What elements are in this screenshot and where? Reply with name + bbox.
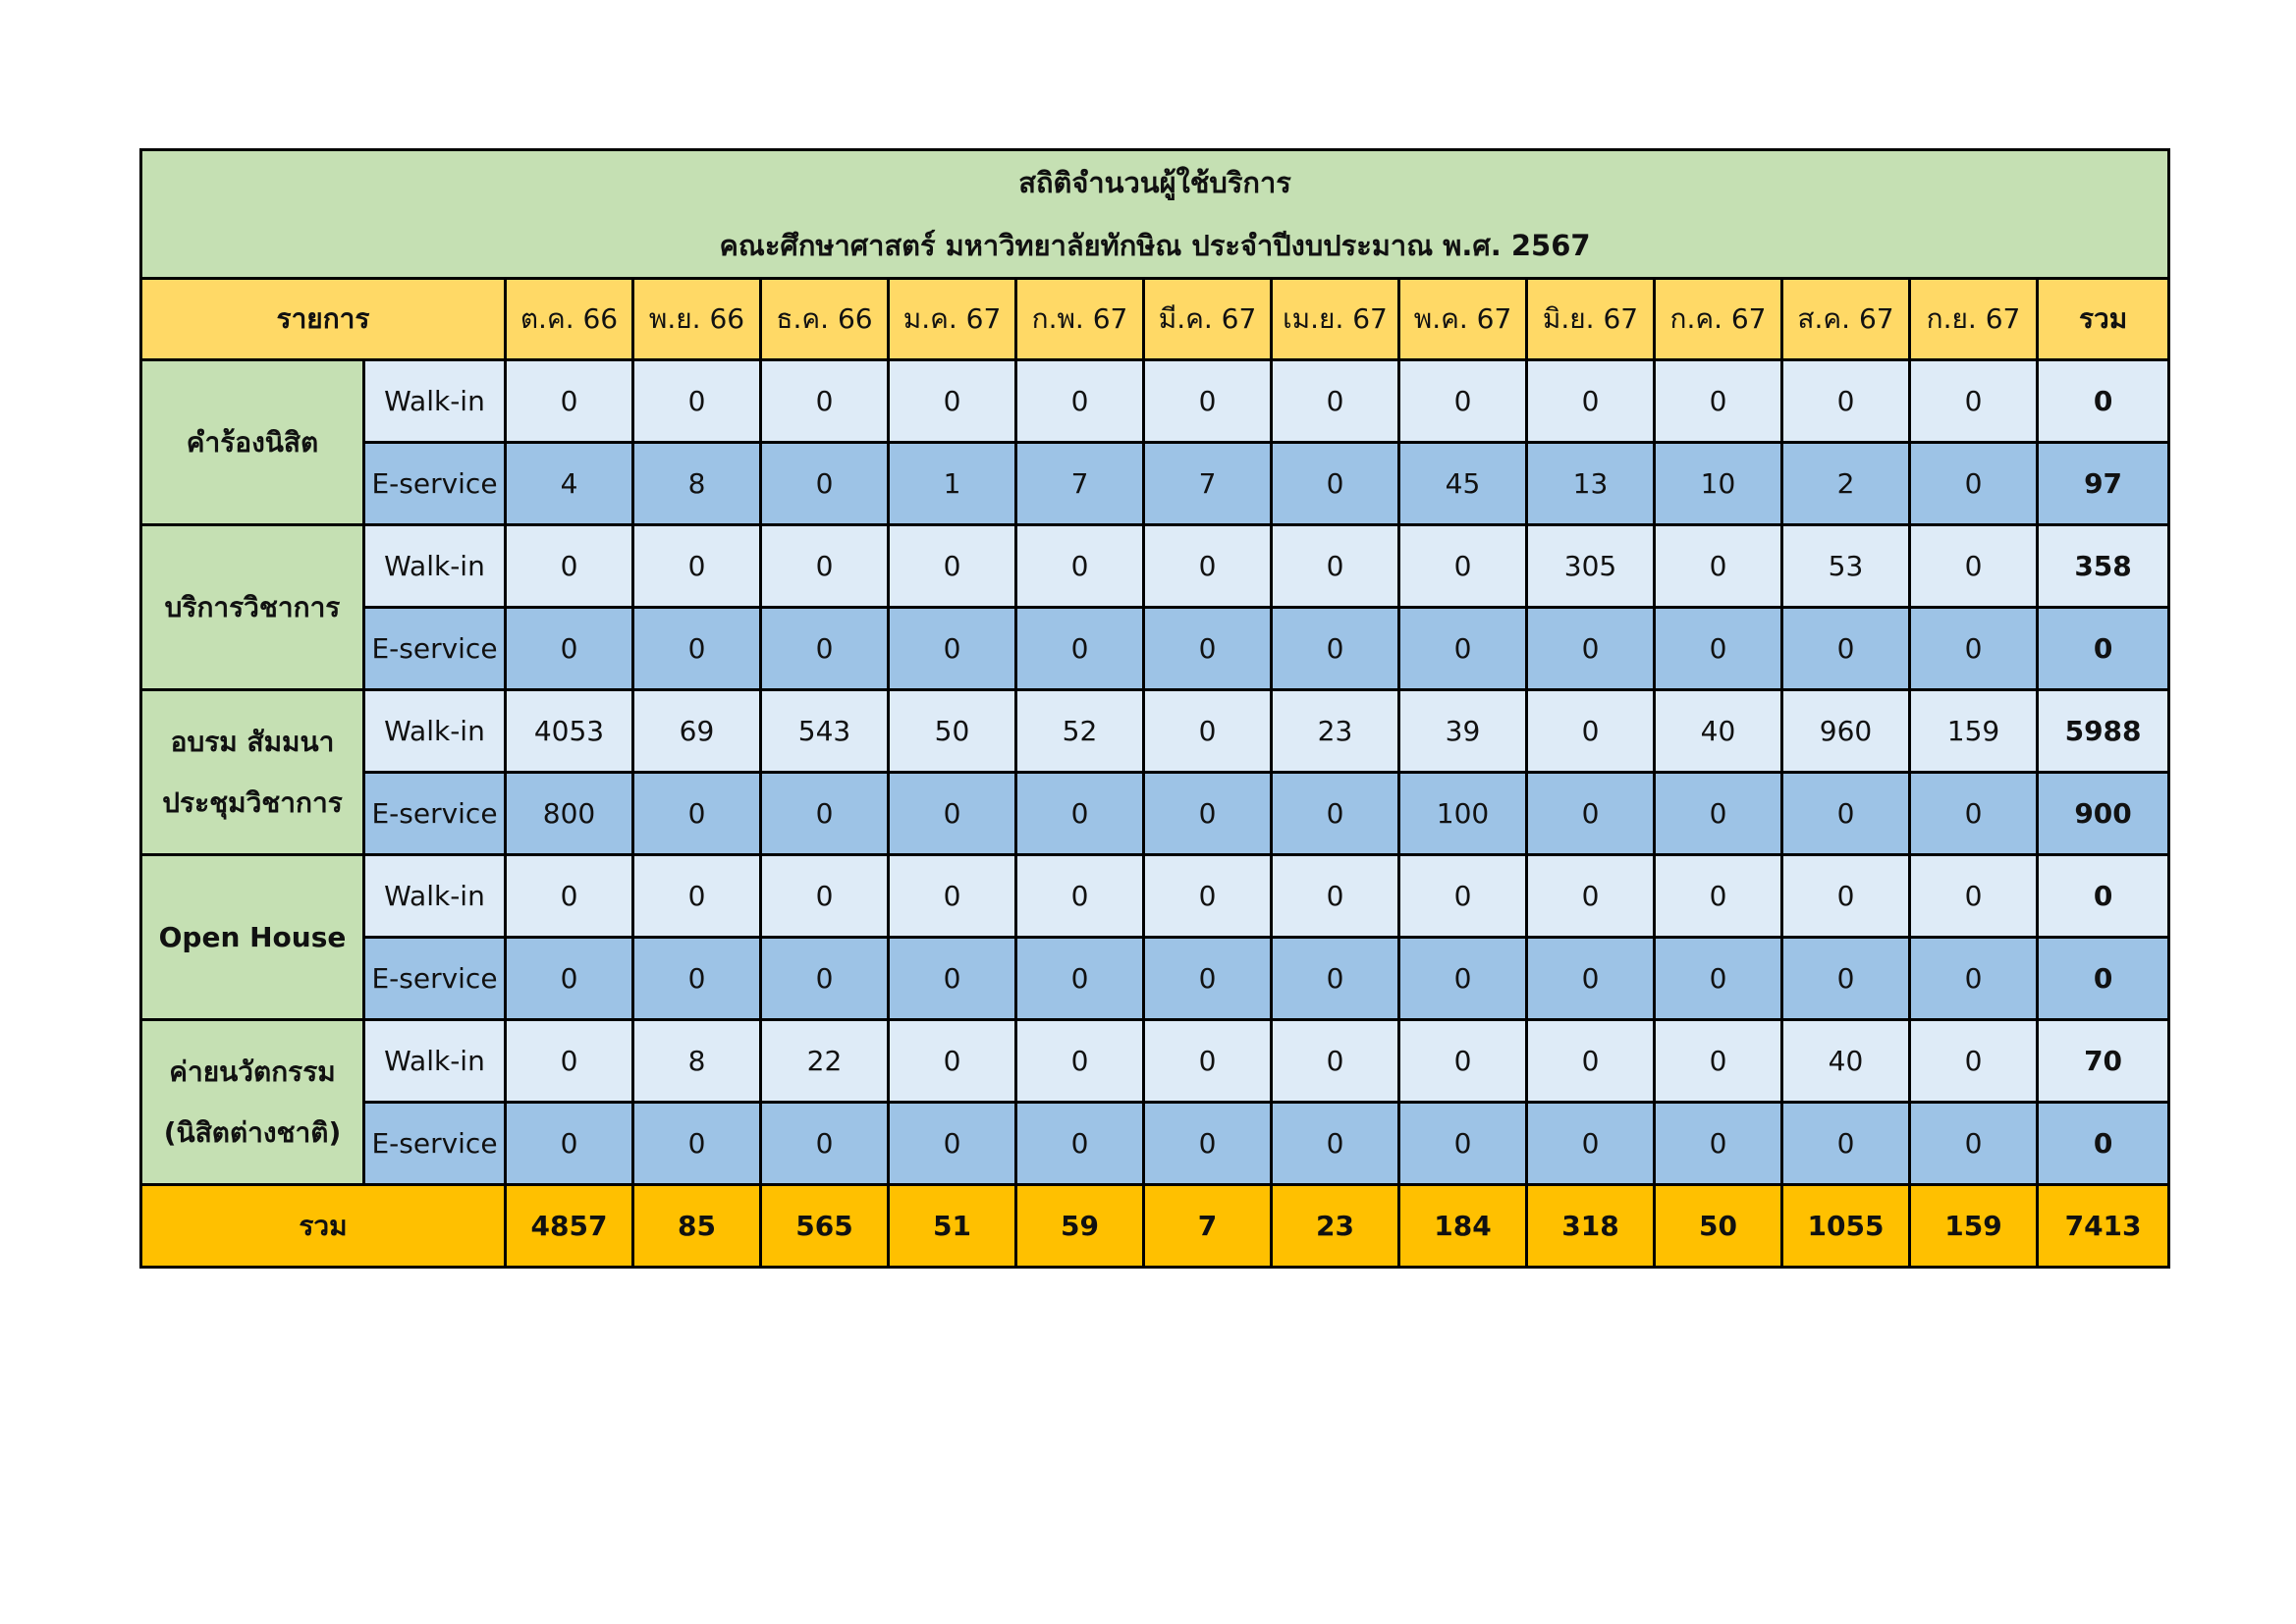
value-cell: 52 [1016, 690, 1144, 773]
channel-label: E-service [364, 443, 506, 525]
row-total-cell: 0 [2038, 608, 2169, 690]
row-total-cell: 0 [2038, 855, 2169, 938]
grand-total-cell: 50 [1655, 1185, 1782, 1268]
value-cell: 0 [1655, 1020, 1782, 1103]
header-month: ก.พ. 67 [1016, 279, 1144, 360]
value-cell: 8 [633, 1020, 761, 1103]
value-cell: 0 [1016, 773, 1144, 855]
value-cell: 0 [1910, 360, 2038, 443]
value-cell: 0 [1399, 938, 1527, 1020]
category-label-line: บริการวิชาการ [164, 590, 341, 623]
value-cell: 0 [1016, 360, 1144, 443]
header-month: พ.ย. 66 [633, 279, 761, 360]
grand-total-sum-cell: 7413 [2038, 1185, 2169, 1268]
value-cell: 0 [506, 855, 633, 938]
value-cell: 0 [506, 938, 633, 1020]
category-label-line: ค่ายนวัตกรรม [169, 1055, 336, 1088]
table-row [141, 1103, 2169, 1185]
row-total-cell: 900 [2038, 773, 2169, 855]
value-cell: 69 [633, 690, 761, 773]
category-label [141, 525, 364, 690]
header-month: มิ.ย. 67 [1527, 279, 1655, 360]
value-cell: 40 [1782, 1020, 1910, 1103]
value-cell: 0 [1655, 855, 1782, 938]
value-cell: 0 [1016, 608, 1144, 690]
service-statistics-table [139, 148, 2170, 1269]
value-cell: 800 [506, 773, 633, 855]
table-row [141, 773, 2169, 855]
value-cell: 0 [889, 360, 1016, 443]
value-cell: 0 [633, 855, 761, 938]
value-cell: 8 [633, 443, 761, 525]
value-cell: 0 [1527, 608, 1655, 690]
grand-total-row [141, 1185, 2169, 1268]
value-cell: 0 [1910, 1020, 2038, 1103]
value-cell: 0 [506, 525, 633, 608]
grand-total-cell: 51 [889, 1185, 1016, 1268]
row-total-cell: 5988 [2038, 690, 2169, 773]
value-cell: 0 [1144, 608, 1272, 690]
value-cell: 4 [506, 443, 633, 525]
value-cell: 0 [1272, 773, 1399, 855]
category-label-line: (นิสิตต่างชาติ) [163, 1115, 342, 1149]
channel-label: Walk-in [364, 855, 506, 938]
header-month: เม.ย. 67 [1272, 279, 1399, 360]
value-cell: 0 [889, 525, 1016, 608]
value-cell: 0 [1144, 938, 1272, 1020]
row-total-cell: 0 [2038, 1103, 2169, 1185]
value-cell: 0 [889, 938, 1016, 1020]
table-row [141, 525, 2169, 608]
grand-total-cell: 159 [1910, 1185, 2038, 1268]
title-line-1: สถิติจำนวนผู้ใช้บริการ [1018, 166, 1291, 199]
row-total-cell: 358 [2038, 525, 2169, 608]
value-cell: 0 [889, 608, 1016, 690]
value-cell: 0 [1144, 773, 1272, 855]
value-cell: 0 [1527, 1103, 1655, 1185]
title-row [141, 150, 2169, 279]
value-cell: 0 [1144, 1103, 1272, 1185]
value-cell: 0 [1399, 608, 1527, 690]
value-cell: 0 [761, 525, 889, 608]
value-cell: 53 [1782, 525, 1910, 608]
value-cell: 0 [1527, 690, 1655, 773]
header-month: ก.ย. 67 [1910, 279, 2038, 360]
value-cell: 159 [1910, 690, 2038, 773]
category-label-line: อบรม สัมมนา [170, 725, 335, 758]
header-total-label: รวม [2038, 279, 2169, 360]
category-label [141, 360, 364, 525]
row-total-cell: 0 [2038, 360, 2169, 443]
value-cell: 0 [1272, 938, 1399, 1020]
value-cell: 0 [761, 443, 889, 525]
category-label [141, 855, 364, 1020]
table-row [141, 443, 2169, 525]
value-cell: 0 [1527, 855, 1655, 938]
channel-label: Walk-in [364, 690, 506, 773]
value-cell: 0 [633, 773, 761, 855]
row-total-cell: 70 [2038, 1020, 2169, 1103]
row-total-cell: 0 [2038, 938, 2169, 1020]
value-cell: 0 [1910, 773, 2038, 855]
value-cell: 0 [1272, 855, 1399, 938]
value-cell: 0 [1782, 608, 1910, 690]
grand-total-cell: 184 [1399, 1185, 1527, 1268]
grand-total-cell: 565 [761, 1185, 889, 1268]
value-cell: 0 [1527, 773, 1655, 855]
value-cell: 0 [1399, 1103, 1527, 1185]
value-cell: 0 [1399, 525, 1527, 608]
value-cell: 0 [1910, 608, 2038, 690]
value-cell: 0 [1910, 443, 2038, 525]
channel-label: Walk-in [364, 525, 506, 608]
value-cell: 0 [506, 608, 633, 690]
value-cell: 0 [1655, 1103, 1782, 1185]
value-cell: 0 [1016, 525, 1144, 608]
value-cell: 0 [761, 855, 889, 938]
value-cell: 0 [1910, 1103, 2038, 1185]
value-cell: 0 [1144, 1020, 1272, 1103]
value-cell: 0 [633, 360, 761, 443]
grand-total-cell: 1055 [1782, 1185, 1910, 1268]
value-cell: 0 [1527, 360, 1655, 443]
value-cell: 0 [1527, 1020, 1655, 1103]
header-row [141, 279, 2169, 360]
table-row [141, 608, 2169, 690]
category-label-line: คำร้องนิสิต [186, 425, 319, 459]
value-cell: 0 [506, 1103, 633, 1185]
value-cell: 0 [1655, 938, 1782, 1020]
grand-total-cell: 59 [1016, 1185, 1144, 1268]
value-cell: 0 [761, 360, 889, 443]
category-label-line: ประชุมวิชาการ [162, 785, 343, 819]
header-month: ต.ค. 66 [506, 279, 633, 360]
value-cell: 0 [633, 525, 761, 608]
table-row [141, 360, 2169, 443]
channel-label: E-service [364, 773, 506, 855]
value-cell: 23 [1272, 690, 1399, 773]
channel-label: Walk-in [364, 1020, 506, 1103]
value-cell: 0 [633, 1103, 761, 1185]
value-cell: 0 [1655, 525, 1782, 608]
grand-total-cell: 4857 [506, 1185, 633, 1268]
value-cell: 0 [1016, 938, 1144, 1020]
value-cell: 0 [761, 938, 889, 1020]
value-cell: 0 [1272, 608, 1399, 690]
value-cell: 0 [1016, 1103, 1144, 1185]
value-cell: 4053 [506, 690, 633, 773]
header-month: ก.ค. 67 [1655, 279, 1782, 360]
table-row [141, 855, 2169, 938]
header-month: พ.ค. 67 [1399, 279, 1527, 360]
header-month: มี.ค. 67 [1144, 279, 1272, 360]
value-cell: 305 [1527, 525, 1655, 608]
value-cell: 0 [506, 360, 633, 443]
category-label-line: Open House [158, 920, 347, 953]
grand-total-cell: 318 [1527, 1185, 1655, 1268]
value-cell: 0 [1782, 855, 1910, 938]
value-cell: 40 [1655, 690, 1782, 773]
value-cell: 0 [761, 608, 889, 690]
value-cell: 0 [889, 773, 1016, 855]
value-cell: 0 [1272, 525, 1399, 608]
value-cell: 0 [1272, 443, 1399, 525]
value-cell: 0 [1272, 1020, 1399, 1103]
value-cell: 22 [761, 1020, 889, 1103]
value-cell: 7 [1016, 443, 1144, 525]
value-cell: 0 [761, 773, 889, 855]
value-cell: 7 [1144, 443, 1272, 525]
value-cell: 0 [1782, 360, 1910, 443]
value-cell: 2 [1782, 443, 1910, 525]
header-month: ม.ค. 67 [889, 279, 1016, 360]
value-cell: 0 [1782, 1103, 1910, 1185]
value-cell: 0 [889, 855, 1016, 938]
grand-total-cell: 7 [1144, 1185, 1272, 1268]
value-cell: 0 [1655, 608, 1782, 690]
value-cell: 1 [889, 443, 1016, 525]
value-cell: 0 [1144, 360, 1272, 443]
header-item-label: รายการ [141, 279, 506, 360]
channel-label: E-service [364, 938, 506, 1020]
header-month: ส.ค. 67 [1782, 279, 1910, 360]
value-cell: 45 [1399, 443, 1527, 525]
value-cell: 0 [1655, 360, 1782, 443]
title-line-2: คณะศึกษาศาสตร์ มหาวิทยาลัยทักษิณ ประจำปีงบประมาณ พ.ศ. 2567 [719, 229, 1591, 262]
row-total-cell: 97 [2038, 443, 2169, 525]
value-cell: 0 [889, 1020, 1016, 1103]
value-cell: 0 [1910, 855, 2038, 938]
value-cell: 0 [1399, 855, 1527, 938]
value-cell: 0 [1272, 1103, 1399, 1185]
value-cell: 0 [1399, 1020, 1527, 1103]
header-month: ธ.ค. 66 [761, 279, 889, 360]
table-row [141, 938, 2169, 1020]
value-cell: 0 [1016, 1020, 1144, 1103]
value-cell: 0 [1272, 360, 1399, 443]
value-cell: 0 [1144, 525, 1272, 608]
table-row [141, 1020, 2169, 1103]
channel-label: E-service [364, 1103, 506, 1185]
value-cell: 0 [1782, 773, 1910, 855]
grand-total-label: รวม [141, 1185, 506, 1268]
value-cell: 0 [1527, 938, 1655, 1020]
value-cell: 0 [1016, 855, 1144, 938]
category-label [141, 1020, 364, 1185]
value-cell: 0 [1910, 525, 2038, 608]
value-cell: 10 [1655, 443, 1782, 525]
value-cell: 960 [1782, 690, 1910, 773]
value-cell: 0 [633, 608, 761, 690]
table-title [141, 150, 2169, 279]
value-cell: 0 [633, 938, 761, 1020]
value-cell: 0 [1144, 855, 1272, 938]
value-cell: 0 [1655, 773, 1782, 855]
value-cell: 13 [1527, 443, 1655, 525]
value-cell: 0 [1910, 938, 2038, 1020]
category-label [141, 690, 364, 855]
value-cell: 0 [1399, 360, 1527, 443]
value-cell: 0 [506, 1020, 633, 1103]
value-cell: 0 [1782, 938, 1910, 1020]
channel-label: E-service [364, 608, 506, 690]
value-cell: 0 [761, 1103, 889, 1185]
value-cell: 0 [889, 1103, 1016, 1185]
grand-total-cell: 23 [1272, 1185, 1399, 1268]
value-cell: 39 [1399, 690, 1527, 773]
value-cell: 543 [761, 690, 889, 773]
table-row [141, 690, 2169, 773]
value-cell: 0 [1144, 690, 1272, 773]
value-cell: 100 [1399, 773, 1527, 855]
value-cell: 50 [889, 690, 1016, 773]
channel-label: Walk-in [364, 360, 506, 443]
grand-total-cell: 85 [633, 1185, 761, 1268]
